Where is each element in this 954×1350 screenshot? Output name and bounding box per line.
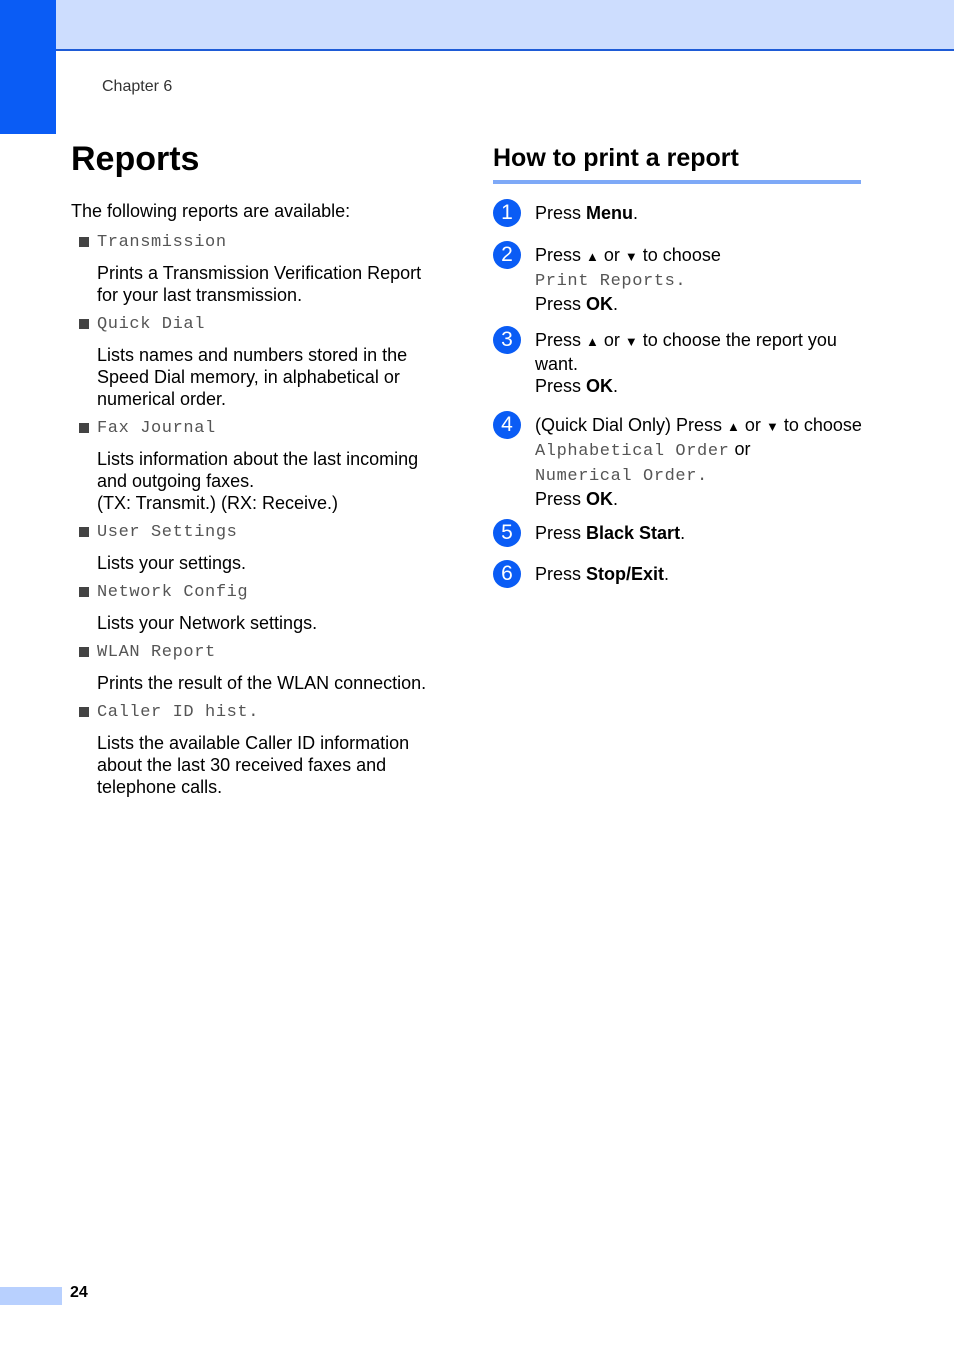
down-arrow-icon: ▼ — [624, 249, 638, 264]
step-number-badge: 2 — [493, 241, 521, 269]
up-arrow-icon: ▲ — [727, 419, 740, 434]
reports-intro: The following reports are available: — [71, 201, 351, 221]
report-item-desc: Prints a Transmission Verification Report for your last transmission. — [97, 263, 422, 305]
report-item-name: Caller ID hist. — [71, 702, 446, 724]
step-text: Press Menu. — [535, 203, 639, 223]
bullet-square-icon — [79, 587, 89, 597]
ok-key: OK — [586, 294, 614, 314]
down-arrow-icon: ▼ — [765, 419, 779, 434]
report-item-name: Quick Dial — [71, 314, 446, 336]
bullet-square-icon — [79, 423, 89, 433]
report-item-desc: Lists your Network settings. — [97, 613, 318, 633]
ok-key: OK — [586, 489, 614, 509]
reports-title: Reports — [71, 140, 200, 178]
step-text: Press Black Start. — [535, 523, 686, 543]
reports-list-section — [71, 200, 446, 806]
step-number-badge: 6 — [493, 560, 521, 588]
report-item — [71, 314, 446, 410]
bullet-square-icon — [79, 319, 89, 329]
ok-key: OK — [586, 376, 614, 396]
step-number-badge: 3 — [493, 326, 521, 354]
report-item — [71, 522, 446, 574]
report-item — [71, 232, 446, 306]
report-item-desc: Lists the available Caller ID information about the last 30 received faxes and telephone calls. — [97, 733, 410, 797]
step-text: (Quick Dial Only) Press ▲ or ▼ to choose Alphabetical Order or Numerical Order. Press OK. — [535, 415, 862, 509]
menu-option: Alphabetical Order — [535, 442, 730, 461]
report-item-name: Fax Journal — [71, 418, 446, 440]
up-arrow-icon: ▲ — [586, 334, 599, 349]
menu-option: Numerical Order — [535, 467, 698, 486]
bullet-square-icon — [79, 527, 89, 537]
step-text: Press ▲ or ▼ to choose the report you want. Press OK. — [535, 330, 837, 396]
black-start-key: Black Start — [586, 523, 681, 543]
menu-option: Print Reports — [535, 272, 676, 291]
report-item-name: Network Config — [71, 582, 446, 604]
report-item-name: User Settings — [71, 522, 446, 544]
chapter-label: Chapter 6 — [102, 78, 173, 95]
report-item-desc: Lists your settings. — [97, 553, 247, 573]
stop-exit-key: Stop/Exit — [586, 564, 665, 584]
menu-key: Menu — [586, 203, 634, 223]
report-item-desc: Lists information about the last incoming and outgoing faxes. (TX: Transmit.) (RX: Receive.) — [97, 449, 419, 513]
up-arrow-icon: ▲ — [586, 249, 599, 264]
bullet-square-icon — [79, 647, 89, 657]
report-item-desc: Lists names and numbers stored in the Speed Dial memory, in alphabetical or numerical order. — [97, 345, 408, 409]
step-text: Press Stop/Exit. — [535, 564, 670, 584]
report-item — [71, 418, 446, 514]
footer-band — [0, 1287, 62, 1305]
report-item-desc: Prints the result of the WLAN connection. — [97, 673, 427, 693]
report-item — [71, 642, 446, 694]
report-item — [71, 702, 446, 798]
header-band — [0, 0, 954, 51]
chapter-tab-marker — [0, 0, 56, 134]
bullet-square-icon — [79, 237, 89, 247]
page-number: 24 — [70, 1284, 88, 1301]
howto-title: How to print a report — [493, 144, 861, 184]
step-number-badge: 5 — [493, 519, 521, 547]
report-item-name: Transmission — [71, 232, 446, 254]
report-item-name: WLAN Report — [71, 642, 446, 664]
step-number-badge: 4 — [493, 411, 521, 439]
step-text: Press ▲ or ▼ to choose Print Reports. Press OK. — [535, 245, 721, 314]
report-item — [71, 582, 446, 634]
down-arrow-icon: ▼ — [624, 334, 638, 349]
step-number-badge: 1 — [493, 199, 521, 227]
bullet-square-icon — [79, 707, 89, 717]
